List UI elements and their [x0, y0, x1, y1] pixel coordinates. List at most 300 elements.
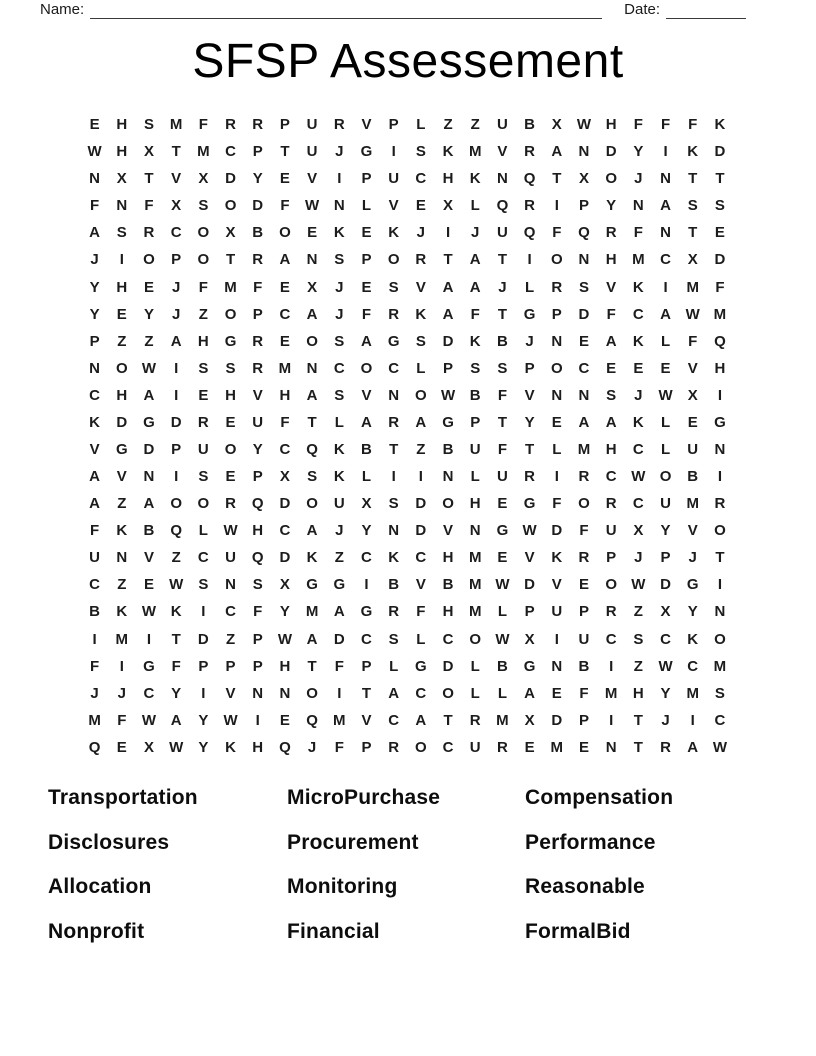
grid-letter: N [388, 386, 400, 404]
grid-letter: Q [170, 522, 182, 540]
grid-letter: S [415, 332, 426, 350]
grid-letter: C [388, 359, 400, 377]
grid-letter: C [442, 630, 454, 648]
grid-letter: U [660, 495, 671, 513]
grid-letter: D [170, 413, 182, 431]
grid-letter: U [333, 495, 345, 513]
grid-letter: O [469, 630, 482, 648]
grid-letter: H [197, 332, 209, 350]
grid-letter: S [497, 359, 508, 377]
grid-letter: K [225, 738, 236, 756]
grid-letter: H [279, 657, 291, 675]
grid-letter: S [578, 278, 589, 296]
grid-letter: I [201, 603, 206, 621]
grid-letter: Q [279, 738, 291, 756]
grid-letter: P [252, 630, 263, 648]
grid-letter: Q [251, 495, 264, 513]
word-list-item: Disclosures [48, 830, 170, 854]
grid-letter: R [388, 305, 400, 323]
grid-letter: S [307, 468, 318, 486]
grid-letter: J [171, 278, 181, 296]
grid-letter: A [279, 251, 291, 269]
grid-letter: G [360, 143, 373, 161]
grid-letter: Z [171, 549, 181, 567]
grid-letter: V [497, 143, 508, 161]
word-list-item: Financial [287, 919, 380, 943]
grid-letter: W [631, 576, 646, 594]
grid-letter: N [551, 332, 563, 350]
grid-letter: J [335, 305, 344, 323]
grid-letter: B [442, 576, 454, 594]
grid-letter: M [713, 305, 727, 323]
grid-letter: D [279, 495, 291, 513]
grid-letter: F [198, 116, 208, 134]
grid-letter: V [388, 197, 399, 215]
grid-letter: D [605, 143, 617, 161]
grid-letter: P [171, 251, 182, 269]
grid-letter: T [715, 549, 725, 567]
grid-letter: A [170, 332, 182, 350]
grid-letter: C [632, 305, 644, 323]
grid-letter: O [197, 495, 210, 513]
grid-letter: I [717, 468, 722, 486]
grid-letter: B [252, 224, 264, 242]
grid-letter: C [89, 386, 101, 404]
grid-letter: V [551, 576, 562, 594]
grid-letter: Z [443, 116, 453, 134]
grid-letter: H [252, 522, 264, 540]
grid-letter: R [225, 495, 236, 513]
grid-letter: H [116, 278, 128, 296]
grid-letter: Q [578, 224, 590, 242]
grid-letter: L [361, 197, 372, 215]
grid-letter: S [334, 386, 345, 404]
grid-letter: N [496, 170, 508, 188]
word-list-item: Performance [525, 830, 656, 854]
grid-letter: R [225, 116, 236, 134]
grid-letter: X [143, 738, 154, 756]
grid-letter: U [306, 116, 318, 134]
grid-letter: U [605, 522, 617, 540]
word-list-item: Procurement [287, 830, 419, 854]
grid-letter: Q [714, 332, 726, 350]
grid-letter: K [116, 603, 128, 621]
grid-letter: G [143, 657, 155, 675]
word-column [525, 776, 765, 954]
grid-letter: D [252, 197, 264, 215]
grid-letter: F [90, 197, 100, 215]
grid-letter: S [714, 197, 725, 215]
grid-letter: V [361, 116, 372, 134]
grid-letter: V [443, 522, 454, 540]
grid-letter: T [280, 143, 290, 161]
grid-letter: N [660, 170, 671, 188]
grid-letter: M [197, 143, 210, 161]
grid-letter: W [440, 386, 456, 404]
grid-letter: W [685, 305, 700, 323]
grid-letter: C [687, 657, 699, 675]
grid-letter: X [443, 197, 454, 215]
grid-letter: D [442, 657, 454, 675]
grid-letter: I [146, 630, 152, 648]
grid-letter: S [470, 359, 481, 377]
grid-letter: M [577, 440, 591, 458]
grid-letter: A [687, 738, 699, 756]
grid-letter: M [686, 495, 699, 513]
grid-letter: L [198, 522, 208, 540]
grid-letter: D [551, 711, 563, 729]
grid-letter: Z [334, 549, 344, 567]
grid-letter: W [631, 468, 646, 486]
grid-letter: Y [89, 305, 100, 323]
grid-letter: V [687, 359, 698, 377]
grid-letter: O [550, 251, 563, 269]
grid-letter: H [442, 603, 454, 621]
grid-letter: B [442, 440, 454, 458]
grid-letter: R [252, 251, 264, 269]
grid-letter: F [361, 305, 372, 323]
grid-letter: T [144, 170, 154, 188]
grid-letter: U [469, 440, 481, 458]
grid-letter: F [144, 197, 154, 215]
grid-letter: I [717, 386, 722, 404]
grid-letter: I [119, 251, 124, 269]
grid-letter: S [415, 143, 426, 161]
grid-letter: C [632, 495, 644, 513]
grid-letter: P [89, 332, 100, 350]
grid-letter: C [388, 711, 400, 729]
name-blank-line [90, 2, 602, 19]
grid-letter: T [307, 657, 317, 675]
grid-letter: P [361, 738, 372, 756]
grid-letter: L [497, 684, 507, 702]
grid-letter: Q [251, 549, 264, 567]
grid-letter: F [90, 657, 100, 675]
grid-letter: Z [633, 603, 643, 621]
grid-letter: D [415, 495, 427, 513]
grid-letter: V [687, 522, 698, 540]
grid-letter: S [252, 576, 263, 594]
grid-letter: O [605, 576, 617, 594]
grid-letter: J [335, 522, 344, 540]
grid-letter: F [117, 711, 127, 729]
grid-letter: V [415, 576, 426, 594]
grid-letter: Z [198, 305, 208, 323]
grid-letter: R [197, 413, 209, 431]
grid-letter: T [552, 170, 562, 188]
grid-letter: V [171, 170, 182, 188]
grid-letter: W [712, 738, 727, 756]
grid-letter: V [307, 170, 318, 188]
grid-letter: F [579, 684, 589, 702]
grid-letter: N [252, 684, 264, 702]
grid-letter: K [632, 413, 644, 431]
grid-letter: X [660, 603, 671, 621]
grid-letter: M [496, 711, 509, 729]
grid-letter: M [713, 657, 727, 675]
grid-letter: O [143, 251, 155, 269]
grid-letter: W [87, 143, 102, 161]
grid-letter: A [306, 386, 318, 404]
grid-letter: J [471, 224, 480, 242]
grid-letter: M [169, 116, 183, 134]
grid-letter: P [578, 711, 589, 729]
grid-letter: X [633, 522, 644, 540]
grid-letter: D [143, 440, 155, 458]
grid-letter: N [89, 359, 101, 377]
grid-letter: X [361, 495, 372, 513]
grid-letter: C [279, 305, 291, 323]
grid-letter: A [306, 522, 318, 540]
grid-letter: E [633, 359, 644, 377]
grid-letter: P [252, 305, 263, 323]
grid-letter: M [686, 684, 699, 702]
grid-letter: F [606, 305, 616, 323]
grid-letter: U [496, 116, 508, 134]
grid-letter: B [578, 657, 590, 675]
grid-letter: B [469, 386, 481, 404]
grid-letter: W [223, 711, 238, 729]
grid-letter: X [279, 576, 290, 594]
grid-letter: O [306, 332, 318, 350]
grid-letter: H [605, 251, 617, 269]
grid-letter: C [279, 440, 291, 458]
grid-letter: E [578, 332, 589, 350]
grid-letter: N [388, 522, 400, 540]
grid-letter: N [279, 684, 291, 702]
grid-letter: D [660, 576, 671, 594]
grid-letter: B [143, 522, 155, 540]
grid-letter: A [89, 468, 101, 486]
grid-letter: C [605, 468, 617, 486]
grid-letter: R [252, 116, 264, 134]
grid-letter: C [660, 251, 671, 269]
grid-letter: R [578, 468, 590, 486]
grid-letter: H [442, 549, 454, 567]
grid-letter: P [225, 657, 236, 675]
grid-letter: T [633, 711, 643, 729]
grid-letter: O [197, 251, 210, 269]
grid-letter: S [606, 386, 617, 404]
grid-letter: V [116, 468, 127, 486]
grid-letter: T [361, 684, 372, 702]
grid-letter: D [279, 549, 291, 567]
grid-letter: R [252, 359, 264, 377]
grid-letter: L [389, 657, 399, 675]
grid-letter: F [280, 197, 290, 215]
grid-letter: M [550, 738, 564, 756]
grid-letter: S [198, 197, 209, 215]
grid-letter: F [416, 603, 426, 621]
grid-letter: L [525, 278, 535, 296]
grid-letter: W [223, 522, 238, 540]
grid-letter: A [361, 413, 372, 431]
grid-letter: O [306, 495, 318, 513]
grid-letter: O [659, 468, 672, 486]
grid-letter: R [578, 549, 590, 567]
grid-letter: F [171, 657, 181, 675]
grid-letter: K [333, 224, 345, 242]
grid-letter: S [334, 251, 345, 269]
grid-letter: A [469, 278, 481, 296]
grid-letter: T [171, 630, 181, 648]
grid-letter: R [143, 224, 155, 242]
grid-letter: P [361, 251, 372, 269]
grid-letter: J [634, 386, 643, 404]
grid-letter: P [361, 170, 372, 188]
grid-letter: K [469, 332, 481, 350]
grid-letter: A [524, 684, 536, 702]
grid-letter: G [523, 657, 536, 675]
grid-letter: L [470, 468, 480, 486]
grid-letter: J [171, 305, 181, 323]
grid-letter: W [141, 711, 157, 729]
grid-letter: E [660, 359, 671, 377]
grid-letter: F [334, 657, 344, 675]
grid-letter: C [361, 549, 372, 567]
grid-letter: C [415, 170, 427, 188]
grid-letter: O [714, 522, 726, 540]
grid-letter: A [415, 711, 427, 729]
grid-letter: W [277, 630, 292, 648]
grid-letter: F [579, 522, 589, 540]
grid-letter: H [116, 386, 128, 404]
grid-letter: N [714, 603, 726, 621]
grid-letter: I [690, 711, 695, 729]
grid-letter: Y [361, 522, 372, 540]
grid-letter: D [524, 576, 536, 594]
grid-letter: X [687, 386, 698, 404]
word-list-item: Compensation [525, 786, 674, 810]
grid-letter: P [252, 468, 263, 486]
grid-letter: J [117, 684, 126, 702]
grid-letter: M [604, 684, 618, 702]
grid-letter: Y [198, 711, 209, 729]
grid-letter: A [578, 413, 590, 431]
grid-letter: I [609, 711, 614, 729]
grid-letter: S [198, 576, 209, 594]
grid-letter: F [497, 386, 507, 404]
grid-letter: C [279, 522, 291, 540]
word-list-item: Transportation [48, 786, 198, 810]
grid-letter: Z [416, 440, 426, 458]
grid-letter: N [225, 576, 236, 594]
grid-letter: Y [252, 440, 263, 458]
grid-letter: O [306, 684, 318, 702]
grid-letter: U [197, 440, 209, 458]
grid-letter: L [552, 440, 562, 458]
grid-letter: G [333, 576, 346, 594]
grid-letter: M [468, 603, 482, 621]
grid-letter: L [470, 657, 480, 675]
grid-letter: T [443, 251, 453, 269]
grid-letter: S [143, 116, 154, 134]
grid-letter: D [714, 143, 726, 161]
grid-letter: J [634, 170, 643, 188]
grid-letter: T [443, 711, 453, 729]
grid-letter: N [333, 197, 345, 215]
grid-letter: G [115, 440, 128, 458]
grid-letter: X [524, 630, 535, 648]
grid-letter: T [171, 143, 181, 161]
grid-letter: E [578, 576, 589, 594]
grid-letter: R [605, 495, 617, 513]
grid-letter: P [361, 657, 372, 675]
grid-letter: W [305, 197, 320, 215]
grid-letter: W [169, 576, 184, 594]
grid-letter: I [554, 468, 559, 486]
grid-letter: X [225, 224, 236, 242]
grid-letter: G [442, 413, 454, 431]
grid-letter: L [660, 413, 671, 431]
grid-letter: N [714, 440, 726, 458]
grid-letter: S [388, 278, 399, 296]
grid-letter: X [171, 197, 182, 215]
grid-letter: L [660, 440, 671, 458]
grid-letter: D [714, 251, 726, 269]
grid-letter: A [415, 413, 427, 431]
grid-letter: I [92, 630, 97, 648]
grid-letter: R [388, 738, 400, 756]
grid-letter: G [523, 305, 536, 323]
grid-letter: Q [523, 170, 536, 188]
grid-letter: T [389, 440, 399, 458]
grid-letter: E [361, 224, 372, 242]
grid-letter: F [633, 116, 643, 134]
grid-letter: O [415, 738, 427, 756]
grid-letter: F [552, 495, 562, 513]
grid-letter: J [688, 549, 697, 567]
grid-letter: P [524, 359, 535, 377]
grid-letter: S [334, 332, 345, 350]
grid-letter: N [116, 549, 128, 567]
grid-letter: Z [117, 495, 127, 513]
grid-letter: W [495, 630, 510, 648]
grid-letter: S [714, 684, 725, 702]
grid-letter: L [416, 630, 426, 648]
grid-letter: E [687, 413, 698, 431]
grid-letter: D [551, 522, 563, 540]
grid-letter: D [116, 413, 128, 431]
grid-letter: Y [198, 738, 209, 756]
grid-letter: C [605, 630, 617, 648]
grid-letter: X [198, 170, 209, 188]
grid-letter: E [279, 332, 290, 350]
grid-letter: Y [143, 305, 154, 323]
grid-letter: E [143, 576, 154, 594]
grid-letter: E [714, 224, 725, 242]
grid-letter: I [663, 278, 668, 296]
grid-letter: F [660, 116, 671, 134]
grid-letter: E [415, 197, 426, 215]
grid-letter: R [469, 711, 481, 729]
grid-letter: G [387, 332, 400, 350]
grid-letter: A [143, 495, 155, 513]
grid-letter: N [632, 197, 644, 215]
grid-letter: A [660, 197, 671, 215]
grid-letter: F [715, 278, 725, 296]
grid-letter: X [524, 711, 535, 729]
grid-letter: V [143, 549, 154, 567]
grid-letter: V [415, 278, 426, 296]
grid-letter: E [361, 278, 372, 296]
word-column [287, 776, 525, 954]
date-label: Date: [624, 1, 660, 18]
grid-letter: A [442, 278, 454, 296]
grid-letter: N [306, 251, 318, 269]
grid-letter: P [252, 143, 263, 161]
grid-letter: A [306, 630, 318, 648]
